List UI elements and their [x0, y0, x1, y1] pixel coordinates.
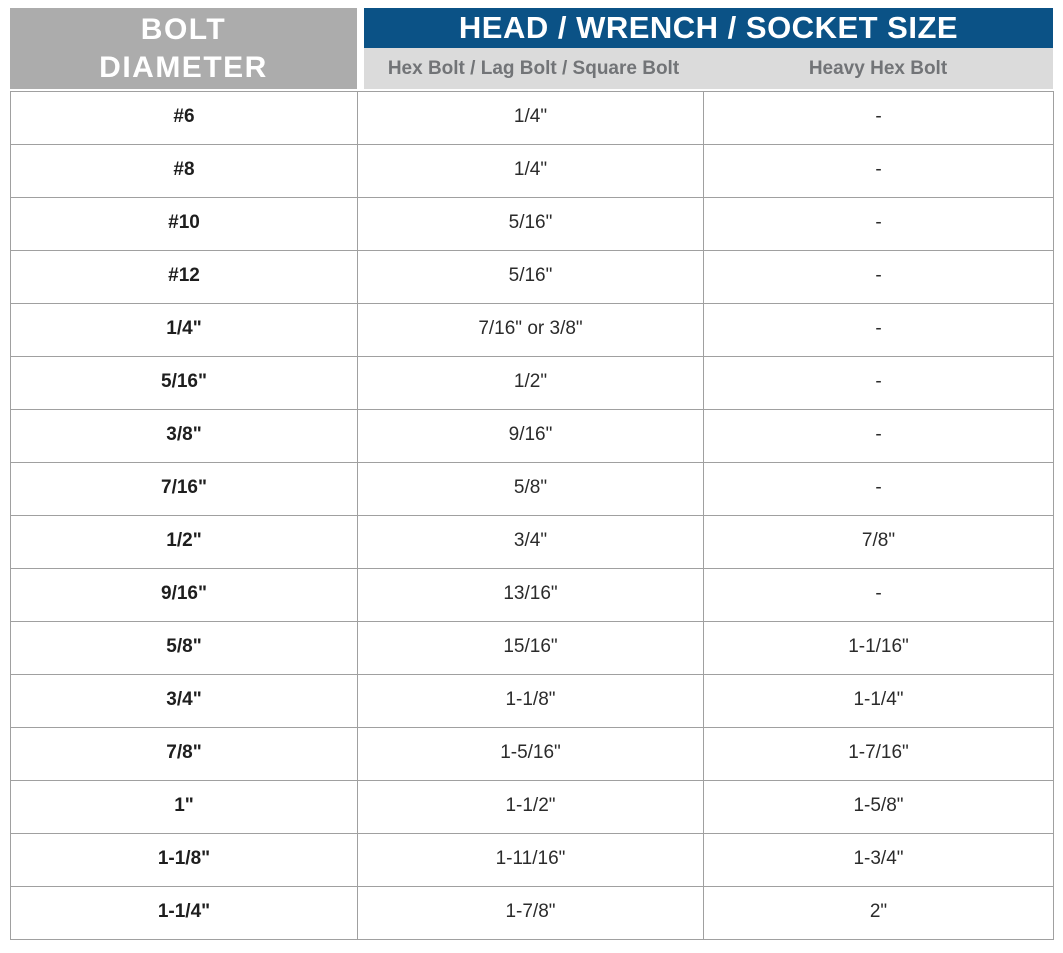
hex-size-cell: 9/16": [358, 410, 704, 463]
bolt-diameter-cell: #12: [11, 251, 358, 304]
bolt-diameter-cell: 1": [11, 781, 358, 834]
bolt-diameter-header-line2: DIAMETER: [99, 50, 268, 84]
table-header: [10, 8, 1053, 89]
table-row: [11, 728, 1054, 781]
hex-size-cell: 5/8": [358, 463, 704, 516]
head-wrench-socket-title: HEAD / WRENCH / SOCKET SIZE: [364, 8, 1053, 48]
bolt-diameter-cell: 1/4": [11, 304, 358, 357]
table-row: [11, 675, 1054, 728]
hex-size-cell: 15/16": [358, 622, 704, 675]
bolt-diameter-cell: 3/4": [11, 675, 358, 728]
hex-size-cell: 1-1/2": [358, 781, 704, 834]
hex-size-cell: 1-11/16": [358, 834, 704, 887]
table-row: [11, 834, 1054, 887]
heavy-hex-size-cell: -: [704, 463, 1054, 516]
hex-size-cell: 1/2": [358, 357, 704, 410]
heavy-hex-size-cell: 7/8": [704, 516, 1054, 569]
hex-size-cell: 1/4": [358, 92, 704, 145]
heavy-hex-size-cell: 2": [704, 887, 1054, 940]
table-row: [11, 304, 1054, 357]
heavy-hex-size-cell: -: [704, 569, 1054, 622]
heavy-hex-size-cell: -: [704, 410, 1054, 463]
heavy-hex-size-cell: -: [704, 198, 1054, 251]
subheader-row: [364, 48, 1053, 89]
bolt-diameter-cell: #8: [11, 145, 358, 198]
table-row: [11, 410, 1054, 463]
hex-size-cell: 3/4": [358, 516, 704, 569]
table-row: [11, 251, 1054, 304]
hex-size-cell: 7/16" or 3/8": [358, 304, 704, 357]
table-row: [11, 357, 1054, 410]
table-row: [11, 198, 1054, 251]
table-row: [11, 145, 1054, 198]
bolt-diameter-cell: 1-1/8": [11, 834, 358, 887]
heavy-hex-size-cell: 1-1/16": [704, 622, 1054, 675]
table-row: [11, 622, 1054, 675]
heavy-hex-size-cell: 1-1/4": [704, 675, 1054, 728]
hex-size-cell: 1-5/16": [358, 728, 704, 781]
table-row: [11, 516, 1054, 569]
hex-size-cell: 13/16": [358, 569, 704, 622]
hex-size-cell: 1/4": [358, 145, 704, 198]
heavy-hex-size-cell: 1-5/8": [704, 781, 1054, 834]
bolt-diameter-cell: 5/8": [11, 622, 358, 675]
heavy-hex-size-cell: 1-7/16": [704, 728, 1054, 781]
bolt-diameter-cell: #10: [11, 198, 358, 251]
heavy-hex-size-cell: 1-3/4": [704, 834, 1054, 887]
bolt-size-table: [10, 91, 1054, 940]
hex-size-cell: 5/16": [358, 251, 704, 304]
bolt-diameter-cell: 9/16": [11, 569, 358, 622]
bolt-diameter-header: [10, 8, 357, 89]
heavy-hex-size-cell: -: [704, 92, 1054, 145]
bolt-diameter-header-line1: BOLT: [140, 12, 227, 46]
size-header-block: [364, 8, 1053, 89]
hex-lag-square-subheader: Hex Bolt / Lag Bolt / Square Bolt: [387, 58, 680, 79]
bolt-diameter-cell: 1-1/4": [11, 887, 358, 940]
bolt-size-chart: [10, 8, 1053, 940]
hex-size-cell: 1-1/8": [358, 675, 704, 728]
header-gutter: [357, 8, 364, 89]
table-row: [11, 463, 1054, 516]
bolt-diameter-cell: 3/8": [11, 410, 358, 463]
heavy-hex-size-cell: -: [704, 145, 1054, 198]
table-row: [11, 887, 1054, 940]
table-row: [11, 569, 1054, 622]
bolt-diameter-cell: 7/16": [11, 463, 358, 516]
heavy-hex-size-cell: -: [704, 357, 1054, 410]
table-row: [11, 92, 1054, 145]
table-row: [11, 781, 1054, 834]
heavy-hex-subheader: Heavy Hex Bolt: [808, 58, 948, 79]
bolt-diameter-cell: 7/8": [11, 728, 358, 781]
hex-size-cell: 1-7/8": [358, 887, 704, 940]
heavy-hex-size-cell: -: [704, 304, 1054, 357]
bolt-diameter-cell: 5/16": [11, 357, 358, 410]
heavy-hex-size-cell: -: [704, 251, 1054, 304]
hex-size-cell: 5/16": [358, 198, 704, 251]
bolt-diameter-cell: 1/2": [11, 516, 358, 569]
bolt-diameter-cell: #6: [11, 92, 358, 145]
